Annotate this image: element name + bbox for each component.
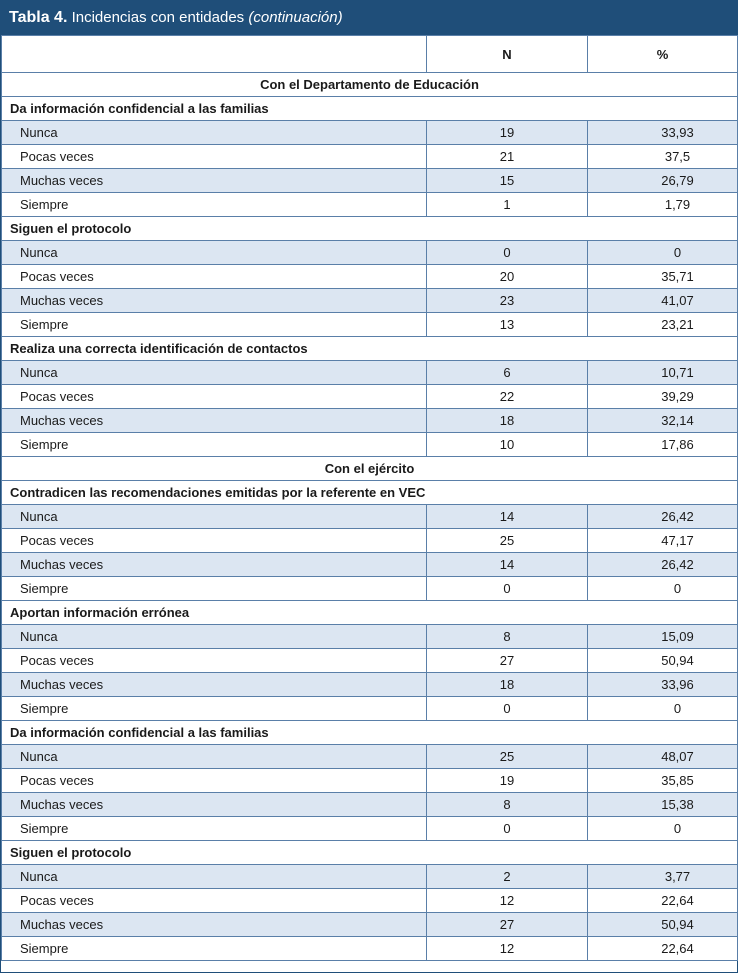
row-pct-value: 33,93 bbox=[588, 121, 738, 145]
row-pct-value: 0 bbox=[588, 817, 738, 841]
group-heading: Da información confidencial a las familias bbox=[2, 97, 738, 121]
row-pct-value: 48,07 bbox=[588, 745, 738, 769]
row-pct-value: 50,94 bbox=[588, 913, 738, 937]
table-row bbox=[2, 193, 738, 217]
row-label: Muchas veces bbox=[2, 169, 427, 193]
row-label: Nunca bbox=[2, 121, 427, 145]
row-n-value: 8 bbox=[427, 625, 588, 649]
column-header-label bbox=[2, 36, 427, 73]
row-pct-value: 22,64 bbox=[588, 889, 738, 913]
row-pct-value: 35,71 bbox=[588, 265, 738, 289]
row-n-value: 1 bbox=[427, 193, 588, 217]
section-heading-row bbox=[2, 73, 738, 97]
row-pct-value: 15,38 bbox=[588, 793, 738, 817]
row-n-value: 0 bbox=[427, 241, 588, 265]
table-row bbox=[2, 745, 738, 769]
row-label: Siempre bbox=[2, 193, 427, 217]
row-n-value: 20 bbox=[427, 265, 588, 289]
column-header-pct: % bbox=[588, 36, 738, 73]
row-pct-value: 23,21 bbox=[588, 313, 738, 337]
row-n-value: 27 bbox=[427, 649, 588, 673]
table-row bbox=[2, 121, 738, 145]
group-heading: Siguen el protocolo bbox=[2, 217, 738, 241]
row-n-value: 25 bbox=[427, 529, 588, 553]
group-heading-row bbox=[2, 97, 738, 121]
section-heading: Con el Departamento de Educación bbox=[2, 73, 738, 97]
group-heading-row bbox=[2, 601, 738, 625]
table-row bbox=[2, 889, 738, 913]
row-pct-value: 37,5 bbox=[588, 145, 738, 169]
row-label: Nunca bbox=[2, 865, 427, 889]
row-n-value: 2 bbox=[427, 865, 588, 889]
table-row bbox=[2, 505, 738, 529]
row-n-value: 0 bbox=[427, 697, 588, 721]
row-label: Nunca bbox=[2, 625, 427, 649]
table-row bbox=[2, 673, 738, 697]
table-row bbox=[2, 361, 738, 385]
table-row bbox=[2, 241, 738, 265]
table-title-text: Incidencias con entidades bbox=[71, 9, 245, 26]
table-row bbox=[2, 937, 738, 961]
table-row bbox=[2, 409, 738, 433]
row-n-value: 23 bbox=[427, 289, 588, 313]
table-row bbox=[2, 769, 738, 793]
table-row bbox=[2, 313, 738, 337]
row-label: Muchas veces bbox=[2, 553, 427, 577]
row-n-value: 25 bbox=[427, 745, 588, 769]
row-label: Muchas veces bbox=[2, 793, 427, 817]
row-label: Pocas veces bbox=[2, 145, 427, 169]
row-n-value: 14 bbox=[427, 553, 588, 577]
row-pct-value: 50,94 bbox=[588, 649, 738, 673]
row-n-value: 15 bbox=[427, 169, 588, 193]
row-pct-value: 35,85 bbox=[588, 769, 738, 793]
row-n-value: 12 bbox=[427, 937, 588, 961]
row-pct-value: 47,17 bbox=[588, 529, 738, 553]
row-pct-value: 33,96 bbox=[588, 673, 738, 697]
table-row bbox=[2, 649, 738, 673]
section-heading: Con el ejército bbox=[2, 457, 738, 481]
row-label: Pocas veces bbox=[2, 385, 427, 409]
row-label: Pocas veces bbox=[2, 649, 427, 673]
row-n-value: 22 bbox=[427, 385, 588, 409]
row-n-value: 12 bbox=[427, 889, 588, 913]
row-pct-value: 39,29 bbox=[588, 385, 738, 409]
table-row bbox=[2, 169, 738, 193]
group-heading-row bbox=[2, 481, 738, 505]
table-title bbox=[1, 1, 737, 35]
row-label: Siempre bbox=[2, 697, 427, 721]
row-n-value: 6 bbox=[427, 361, 588, 385]
row-pct-value: 22,64 bbox=[588, 937, 738, 961]
row-n-value: 18 bbox=[427, 673, 588, 697]
row-label: Siempre bbox=[2, 577, 427, 601]
row-pct-value: 26,42 bbox=[588, 505, 738, 529]
table-row bbox=[2, 145, 738, 169]
table-row bbox=[2, 433, 738, 457]
row-pct-value: 1,79 bbox=[588, 193, 738, 217]
table-row bbox=[2, 529, 738, 553]
row-label: Muchas veces bbox=[2, 289, 427, 313]
row-pct-value: 32,14 bbox=[588, 409, 738, 433]
row-pct-value: 15,09 bbox=[588, 625, 738, 649]
row-label: Pocas veces bbox=[2, 889, 427, 913]
row-label: Pocas veces bbox=[2, 265, 427, 289]
row-n-value: 27 bbox=[427, 913, 588, 937]
table-row bbox=[2, 385, 738, 409]
row-n-value: 19 bbox=[427, 769, 588, 793]
row-n-value: 19 bbox=[427, 121, 588, 145]
table-row bbox=[2, 289, 738, 313]
row-label: Nunca bbox=[2, 745, 427, 769]
table-row bbox=[2, 265, 738, 289]
row-n-value: 8 bbox=[427, 793, 588, 817]
group-heading-row bbox=[2, 337, 738, 361]
row-n-value: 0 bbox=[427, 817, 588, 841]
row-label: Muchas veces bbox=[2, 409, 427, 433]
row-label: Nunca bbox=[2, 361, 427, 385]
group-heading-row bbox=[2, 721, 738, 745]
row-label: Muchas veces bbox=[2, 913, 427, 937]
group-heading-row bbox=[2, 841, 738, 865]
table-row bbox=[2, 697, 738, 721]
table-row bbox=[2, 913, 738, 937]
row-label: Siempre bbox=[2, 433, 427, 457]
row-pct-value: 0 bbox=[588, 577, 738, 601]
row-label: Pocas veces bbox=[2, 769, 427, 793]
group-heading: Siguen el protocolo bbox=[2, 841, 738, 865]
row-pct-value: 10,71 bbox=[588, 361, 738, 385]
group-heading: Aportan información errónea bbox=[2, 601, 738, 625]
row-pct-value: 26,79 bbox=[588, 169, 738, 193]
table-row bbox=[2, 865, 738, 889]
data-table bbox=[1, 35, 738, 961]
row-label: Muchas veces bbox=[2, 673, 427, 697]
table-row bbox=[2, 817, 738, 841]
row-n-value: 18 bbox=[427, 409, 588, 433]
row-n-value: 13 bbox=[427, 313, 588, 337]
group-heading: Contradicen las recomendaciones emitidas por la referente en VEC bbox=[2, 481, 738, 505]
row-label: Pocas veces bbox=[2, 529, 427, 553]
row-pct-value: 26,42 bbox=[588, 553, 738, 577]
row-label: Siempre bbox=[2, 313, 427, 337]
group-heading-row bbox=[2, 217, 738, 241]
row-n-value: 10 bbox=[427, 433, 588, 457]
row-n-value: 21 bbox=[427, 145, 588, 169]
table-row bbox=[2, 553, 738, 577]
table-row bbox=[2, 577, 738, 601]
section-heading-row bbox=[2, 457, 738, 481]
table-title-continuation: (continuación) bbox=[248, 9, 343, 26]
row-label: Nunca bbox=[2, 505, 427, 529]
row-pct-value: 17,86 bbox=[588, 433, 738, 457]
row-n-value: 14 bbox=[427, 505, 588, 529]
column-header-n: N bbox=[427, 36, 588, 73]
table-title-label: Tabla 4. bbox=[9, 9, 68, 26]
row-label: Siempre bbox=[2, 817, 427, 841]
group-heading: Realiza una correcta identificación de contactos bbox=[2, 337, 738, 361]
row-pct-value: 0 bbox=[588, 697, 738, 721]
row-label: Nunca bbox=[2, 241, 427, 265]
table-header-row bbox=[2, 36, 738, 73]
table-row bbox=[2, 793, 738, 817]
row-pct-value: 41,07 bbox=[588, 289, 738, 313]
group-heading: Da información confidencial a las familias bbox=[2, 721, 738, 745]
table-row bbox=[2, 625, 738, 649]
row-label: Siempre bbox=[2, 937, 427, 961]
row-n-value: 0 bbox=[427, 577, 588, 601]
row-pct-value: 3,77 bbox=[588, 865, 738, 889]
row-pct-value: 0 bbox=[588, 241, 738, 265]
